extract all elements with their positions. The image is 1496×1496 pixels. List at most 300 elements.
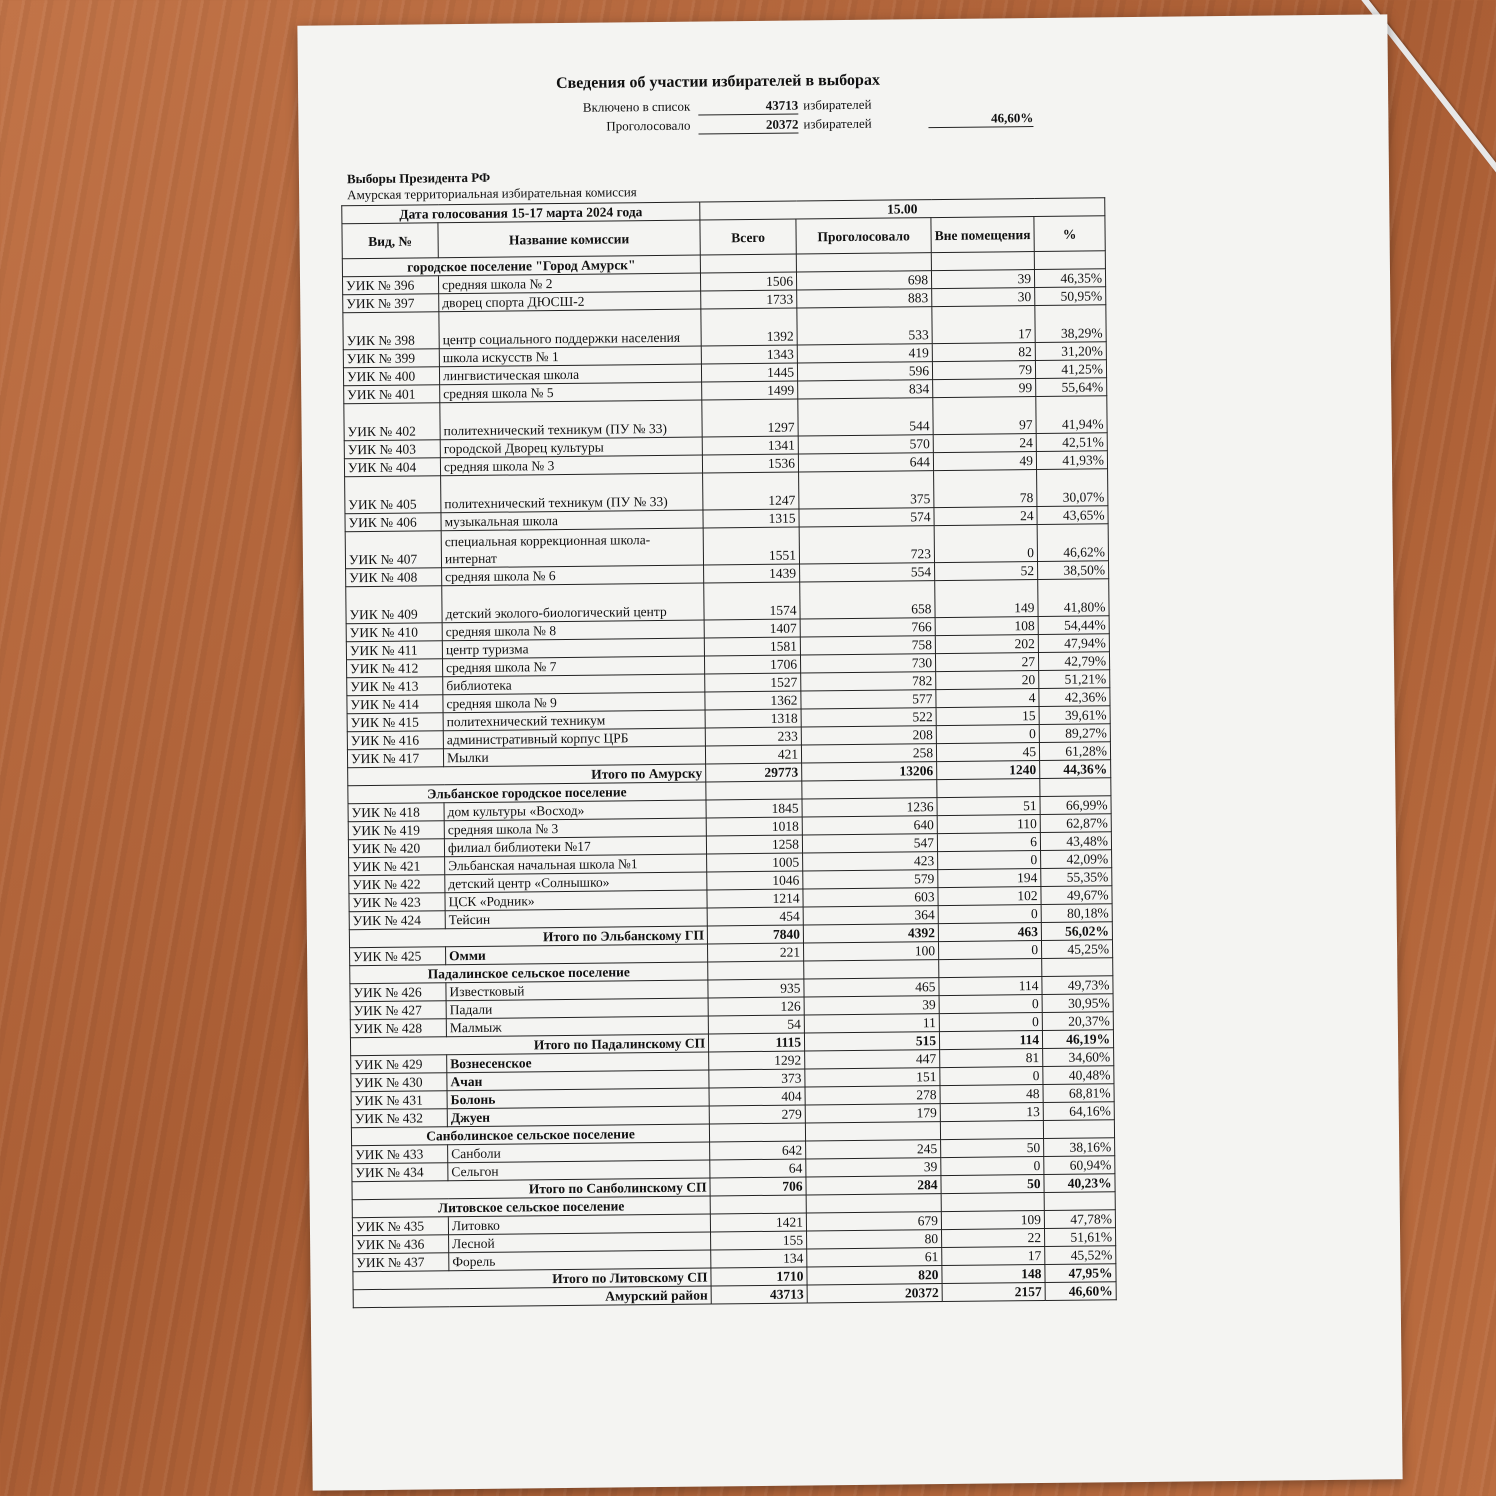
total-voters: 1292 (709, 1051, 805, 1070)
outside-count: 52 (935, 562, 1038, 581)
outside-count: 202 (935, 635, 1038, 654)
precinct-id: УИК № 420 (348, 839, 444, 858)
total-voters: 454 (707, 907, 803, 926)
precinct-name: Джуен (447, 1106, 709, 1127)
subtotal-label: Итого по Эльбанскому ГП (349, 926, 707, 948)
elections-block (347, 168, 637, 203)
turnout-pct: 30,95% (1042, 994, 1113, 1013)
turnout-pct: 34,60% (1043, 1048, 1114, 1067)
precinct-name: Тейсин (445, 908, 707, 929)
turnout-pct: 42,51% (1036, 433, 1107, 452)
outside-count: 0 (941, 1156, 1044, 1175)
precinct-id: УИК № 432 (351, 1109, 447, 1128)
precinct-id: УИК № 429 (351, 1055, 447, 1074)
outside-count: 0 (939, 995, 1042, 1014)
subtotal-outside: 1240 (937, 761, 1040, 780)
voted-count: 544 (798, 398, 933, 436)
precinct-name: школа искусств № 1 (439, 346, 701, 367)
precinct-name: музыкальная школа (441, 510, 703, 531)
voted-count: 61 (807, 1248, 942, 1267)
empty-cell (940, 1120, 1043, 1139)
outside-count: 27 (935, 653, 1038, 672)
voted-count: 179 (805, 1104, 940, 1123)
subtotal-pct: 46,19% (1042, 1030, 1113, 1049)
total-voters: 1527 (705, 673, 801, 692)
empty-cell (1044, 1192, 1115, 1211)
precinct-name: Лесной (449, 1232, 711, 1253)
voted-count: 419 (797, 344, 932, 363)
voted-count: 698 (796, 271, 931, 290)
precinct-name: центр социального поддержки населения (439, 309, 701, 349)
outside-count: 51 (937, 797, 1040, 816)
voted-count: 39 (804, 996, 939, 1015)
precinct-name: Падали (446, 998, 708, 1019)
turnout-pct: 54,44% (1038, 616, 1109, 635)
total-voters: 1439 (704, 564, 800, 583)
precinct-name: Сельгон (448, 1160, 710, 1181)
voted-count: 766 (800, 618, 935, 637)
precinct-name: Омми (446, 944, 708, 965)
turnout-pct: 47,78% (1044, 1210, 1115, 1229)
precinct-name: средняя школа № 6 (442, 565, 704, 586)
turnout-pct: 49,67% (1041, 886, 1112, 905)
precinct-name: средняя школа № 2 (438, 273, 700, 294)
empty-cell (700, 254, 796, 273)
precinct-name: филиал библиотеки №17 (444, 836, 706, 857)
outside-count: 149 (935, 580, 1038, 618)
results-table (341, 197, 1117, 1308)
voted-count: 447 (805, 1050, 940, 1069)
total-voters: 155 (711, 1231, 807, 1250)
outside-count: 81 (940, 1048, 1043, 1067)
empty-cell (796, 253, 931, 272)
total-voters: 64 (710, 1159, 806, 1178)
turnout-pct: 89,27% (1039, 724, 1110, 743)
included-label: Включено в список (582, 98, 691, 115)
subtotal-total: 29773 (706, 763, 802, 782)
subtotal-voted: 4392 (803, 924, 938, 943)
voted-count: 640 (802, 816, 937, 835)
turnout-pct: 42,36% (1039, 688, 1110, 707)
turnout-pct: 38,50% (1038, 561, 1109, 580)
empty-cell (706, 781, 802, 800)
col-voted-header: Проголосовало (796, 218, 931, 254)
precinct-id: УИК № 422 (349, 875, 445, 894)
precinct-id: УИК № 427 (350, 1001, 446, 1020)
precinct-name: библиотека (443, 674, 705, 695)
subtotal-pct: 46,60% (1045, 1282, 1116, 1301)
precinct-id: УИК № 437 (353, 1253, 449, 1272)
voted-count: 522 (801, 708, 936, 727)
precinct-name: Мылки (443, 746, 705, 767)
subtotal-pct: 44,36% (1040, 760, 1111, 779)
precinct-id: УИК № 413 (347, 677, 443, 696)
voted-count: 364 (803, 906, 938, 925)
col-type-header: Вид, № (342, 223, 438, 259)
subtotal-label: Итого по Падалинскому СП (350, 1034, 708, 1056)
subtotal-voted: 820 (807, 1266, 942, 1285)
turnout-pct: 42,09% (1041, 850, 1112, 869)
precinct-id: УИК № 419 (348, 821, 444, 840)
document-sheet (297, 14, 1402, 1490)
voted-count: 547 (802, 834, 937, 853)
precinct-id: УИК № 409 (346, 586, 442, 624)
subtotal-voted: 13206 (802, 762, 937, 781)
precinct-name: городской Дворец культуры (440, 437, 702, 458)
precinct-id: УИК № 433 (352, 1145, 448, 1164)
subtotal-pct: 40,23% (1044, 1174, 1115, 1193)
voted-count: 730 (800, 654, 935, 673)
subtotal-total: 7840 (707, 925, 803, 944)
outside-count: 78 (934, 470, 1037, 508)
total-voters: 1407 (704, 619, 800, 638)
outside-count: 49 (933, 452, 1036, 471)
precinct-name: Литовко (448, 1214, 710, 1235)
turnout-pct: 40,48% (1043, 1066, 1114, 1085)
total-voters: 1018 (706, 817, 802, 836)
total-voters: 1214 (707, 889, 803, 908)
total-voters: 1341 (702, 436, 798, 455)
precinct-id: УИК № 412 (347, 659, 443, 678)
subtotal-outside: 463 (938, 923, 1041, 942)
voted-count: 208 (801, 726, 936, 745)
voted-count: 258 (801, 744, 936, 763)
total-voters: 1297 (702, 399, 798, 437)
total-voters: 1499 (702, 381, 798, 400)
precinct-name: административный корпус ЦРБ (443, 728, 705, 749)
subtotal-outside: 2157 (942, 1282, 1045, 1301)
col-pct-header: % (1034, 216, 1105, 252)
precinct-name: Форель (449, 1250, 711, 1271)
total-voters: 421 (705, 745, 801, 764)
total-voters: 1046 (707, 871, 803, 890)
subtotal-label: Итого по Амурску (348, 764, 706, 786)
empty-cell (806, 1194, 941, 1213)
total-voters: 1258 (706, 835, 802, 854)
voted-value: 20372 (698, 117, 798, 135)
precinct-name: дворец спорта ДЮСШ-2 (439, 291, 701, 312)
voted-count: 579 (803, 870, 938, 889)
outside-count: 0 (939, 1013, 1042, 1032)
precinct-id: УИК № 425 (350, 947, 446, 966)
precinct-name: средняя школа № 8 (442, 620, 704, 641)
turnout-pct: 39,61% (1039, 706, 1110, 725)
voted-count: 577 (801, 690, 936, 709)
empty-cell (1034, 251, 1105, 270)
outside-count: 0 (938, 851, 1041, 870)
total-voters: 1421 (710, 1213, 806, 1232)
turnout-pct: 20,37% (1042, 1012, 1113, 1031)
total-voters: 1315 (703, 509, 799, 528)
voted-unit: избирателей (803, 115, 872, 132)
precinct-id: УИК № 400 (343, 367, 439, 386)
turnout-pct: 38,29% (1035, 305, 1106, 343)
commission-name: Амурская территориальная избирательная комиссия (347, 184, 637, 203)
outside-count: 0 (938, 905, 1041, 924)
precinct-id: УИК № 423 (349, 893, 445, 912)
outside-count: 17 (932, 306, 1035, 344)
turnout-pct: 61,28% (1039, 742, 1110, 761)
precinct-id: УИК № 397 (343, 294, 439, 313)
outside-count: 0 (939, 941, 1042, 960)
turnout-pct: 46,62% (1037, 524, 1108, 562)
turnout-pct: 68,81% (1043, 1084, 1114, 1103)
precinct-name: центр туризма (442, 638, 704, 659)
subtotal-total: 1115 (708, 1033, 804, 1052)
precinct-id: УИК № 411 (346, 641, 442, 660)
precinct-name: Болонь (447, 1088, 709, 1109)
voted-count: 679 (806, 1212, 941, 1231)
precinct-id: УИК № 418 (348, 803, 444, 822)
outside-count: 6 (937, 833, 1040, 852)
voted-count: 782 (801, 672, 936, 691)
voted-count: 644 (798, 453, 933, 472)
total-voters: 54 (708, 1015, 804, 1034)
voted-count: 883 (797, 289, 932, 308)
precinct-id: УИК № 421 (349, 857, 445, 876)
precinct-name: детский эколого-биологический центр (442, 583, 704, 623)
section-title: Падалинское сельское поселение (350, 962, 708, 984)
voted-count: 603 (803, 888, 938, 907)
empty-cell (804, 960, 939, 979)
subtotal-label: Амурский район (353, 1286, 711, 1308)
outside-count: 0 (934, 525, 1037, 563)
subtotal-total: 1710 (711, 1267, 807, 1286)
precinct-name: Малмыж (446, 1016, 708, 1037)
precinct-name: Известковый (446, 980, 708, 1001)
turnout-pct: 62,87% (1040, 814, 1111, 833)
voted-count: 1236 (802, 798, 937, 817)
total-voters: 1445 (701, 363, 797, 382)
turnout-pct: 64,16% (1043, 1102, 1114, 1121)
outside-count: 24 (933, 434, 1036, 453)
voted-count: 658 (800, 581, 935, 619)
precinct-name: политехнический техникум (ПУ № 33) (440, 400, 702, 440)
included-unit: избирателей (803, 96, 872, 113)
outside-count: 114 (939, 977, 1042, 996)
voted-count: 574 (799, 508, 934, 527)
precinct-id: УИК № 396 (342, 276, 438, 295)
precinct-name: дом культуры «Восход» (444, 800, 706, 821)
outside-count: 102 (938, 887, 1041, 906)
voted-count: 834 (798, 380, 933, 399)
outside-count: 30 (932, 288, 1035, 307)
outside-count: 22 (942, 1228, 1045, 1247)
outside-count: 0 (936, 725, 1039, 744)
voted-count: 596 (797, 362, 932, 381)
precinct-name: средняя школа № 3 (440, 455, 702, 476)
precinct-id: УИК № 426 (350, 983, 446, 1002)
total-voters: 1392 (701, 308, 797, 346)
turnout-pct: 43,48% (1040, 832, 1111, 851)
empty-cell (941, 1192, 1044, 1211)
total-voters: 1551 (703, 527, 799, 565)
total-voters: 1845 (706, 799, 802, 818)
voted-count: 278 (805, 1086, 940, 1105)
subtotal-voted: 515 (804, 1032, 939, 1051)
outside-count: 45 (936, 743, 1039, 762)
precinct-name: средняя школа № 7 (442, 656, 704, 677)
total-voters: 221 (708, 943, 804, 962)
subtotal-label: Итого по Литовскому СП (353, 1268, 711, 1290)
empty-cell (710, 1195, 806, 1214)
outside-count: 13 (940, 1102, 1043, 1121)
outside-count: 99 (933, 379, 1036, 398)
precinct-name: Ачан (447, 1070, 709, 1091)
total-voters: 279 (709, 1105, 805, 1124)
empty-cell (708, 961, 804, 980)
precinct-name: средняя школа № 3 (444, 818, 706, 839)
precinct-id: УИК № 417 (347, 749, 443, 768)
empty-cell (1043, 1120, 1114, 1139)
total-voters: 1362 (705, 691, 801, 710)
date-header: Дата голосования 15-17 марта 2024 года (342, 202, 700, 224)
precinct-name: средняя школа № 5 (440, 382, 702, 403)
total-voters: 1343 (701, 345, 797, 364)
turnout-pct: 51,61% (1045, 1228, 1116, 1247)
subtotal-outside: 50 (941, 1174, 1044, 1193)
total-voters: 126 (708, 997, 804, 1016)
turnout-pct: 51,21% (1039, 670, 1110, 689)
subtotal-pct: 56,02% (1041, 922, 1112, 941)
outside-count: 48 (940, 1084, 1043, 1103)
precinct-id: УИК № 428 (350, 1019, 446, 1038)
outside-count: 0 (940, 1066, 1043, 1085)
turnout-pct: 42,79% (1038, 652, 1109, 671)
subtotal-total: 43713 (711, 1285, 807, 1304)
subtotal-outside: 114 (939, 1031, 1042, 1050)
total-voters: 1247 (703, 472, 799, 510)
precinct-id: УИК № 398 (343, 312, 439, 350)
turnout-pct: 66,99% (1040, 796, 1111, 815)
turnout-pct: 41,25% (1035, 360, 1106, 379)
subtotal-outside: 148 (942, 1264, 1045, 1283)
precinct-id: УИК № 436 (353, 1235, 449, 1254)
precinct-name: политехнический техникум (443, 710, 705, 731)
turnout-pct: 60,94% (1044, 1156, 1115, 1175)
precinct-name: Санболи (448, 1142, 710, 1163)
voted-count: 570 (798, 435, 933, 454)
voted-label: Проголосовало (606, 117, 691, 134)
total-voters: 1005 (707, 853, 803, 872)
empty-cell (937, 779, 1040, 798)
included-value: 43713 (698, 98, 798, 116)
outside-count: 97 (933, 397, 1036, 435)
voted-count: 423 (803, 852, 938, 871)
total-voters: 642 (710, 1141, 806, 1160)
voted-count: 533 (797, 307, 932, 345)
outside-count: 79 (932, 361, 1035, 380)
turnout-pct: 41,94% (1036, 396, 1107, 434)
turnout-pct: 46,35% (1034, 269, 1105, 288)
outside-count: 4 (936, 689, 1039, 708)
subtotal-pct: 47,95% (1045, 1264, 1116, 1283)
precinct-name: лингвистическая школа (439, 364, 701, 385)
outside-count: 24 (934, 507, 1037, 526)
total-voters: 1536 (702, 454, 798, 473)
outside-count: 39 (931, 270, 1034, 289)
turnout-pct: 47,94% (1038, 634, 1109, 653)
precinct-id: УИК № 403 (344, 440, 440, 459)
empty-cell (709, 1123, 805, 1142)
total-voters: 404 (709, 1087, 805, 1106)
empty-cell (939, 959, 1042, 978)
empty-cell (1040, 778, 1111, 797)
turnout-pct: 45,25% (1041, 940, 1112, 959)
outside-count: 50 (941, 1138, 1044, 1157)
precinct-name: политехнический техникум (ПУ № 33) (441, 473, 703, 513)
turnout-pct: 55,64% (1036, 378, 1107, 397)
voted-count: 80 (807, 1230, 942, 1249)
turnout-pct: 38,16% (1044, 1138, 1115, 1157)
turnout-pct: 80,18% (1041, 904, 1112, 923)
precinct-id: УИК № 414 (347, 695, 443, 714)
total-voters: 134 (711, 1249, 807, 1268)
precinct-id: УИК № 405 (345, 476, 441, 514)
col-outside-header: Вне помещения (931, 217, 1034, 253)
time-header: 15.00 (700, 198, 1105, 220)
subtotal-total: 706 (710, 1177, 806, 1196)
turnout-pct: 41,93% (1036, 451, 1107, 470)
outside-count: 82 (932, 343, 1035, 362)
precinct-name: специальная коррекционная школа-интернат (441, 528, 703, 568)
col-total-header: Всего (700, 219, 796, 255)
turnout-pct: 41,80% (1038, 579, 1109, 617)
voted-count: 723 (799, 526, 934, 564)
turnout-pct: 30,07% (1037, 469, 1108, 507)
precinct-id: УИК № 402 (344, 403, 440, 441)
voted-count: 151 (805, 1068, 940, 1087)
total-voters: 1706 (704, 655, 800, 674)
voted-count: 39 (806, 1158, 941, 1177)
precinct-id: УИК № 410 (346, 623, 442, 642)
outside-count: 108 (935, 617, 1038, 636)
precinct-id: УИК № 430 (351, 1073, 447, 1092)
turnout-percent: 46,60% (928, 110, 1033, 128)
outside-count: 20 (936, 671, 1039, 690)
precinct-id: УИК № 431 (351, 1091, 447, 1110)
precinct-id: УИК № 408 (346, 568, 442, 587)
precinct-id: УИК № 399 (343, 349, 439, 368)
turnout-pct: 43,65% (1037, 506, 1108, 525)
precinct-id: УИК № 434 (352, 1163, 448, 1182)
precinct-id: УИК № 415 (347, 713, 443, 732)
precinct-id: УИК № 407 (345, 531, 441, 569)
col-name-header: Название комиссии (438, 220, 700, 258)
voted-count: 554 (800, 563, 935, 582)
precinct-id: УИК № 401 (344, 385, 440, 404)
section-title: Санболинское сельское поселение (351, 1124, 709, 1146)
subtotal-voted: 20372 (807, 1284, 942, 1303)
precinct-name: ЦСК «Родник» (445, 890, 707, 911)
subtotal-voted: 284 (806, 1176, 941, 1195)
total-voters: 1318 (705, 709, 801, 728)
outside-count: 109 (941, 1210, 1044, 1229)
outside-count: 17 (942, 1246, 1045, 1265)
voted-count: 100 (804, 942, 939, 961)
precinct-id: УИК № 406 (345, 513, 441, 532)
precinct-name: средняя школа № 9 (443, 692, 705, 713)
empty-cell (931, 252, 1034, 271)
turnout-pct: 45,52% (1045, 1246, 1116, 1265)
elections-title: Выборы Президента РФ (346, 169, 491, 187)
section-title: Эльбанское городское поселение (348, 782, 706, 804)
voted-count: 758 (800, 636, 935, 655)
turnout-pct: 50,95% (1035, 287, 1106, 306)
total-voters: 1506 (700, 272, 796, 291)
precinct-id: УИК № 435 (352, 1217, 448, 1236)
empty-cell (1042, 958, 1113, 977)
